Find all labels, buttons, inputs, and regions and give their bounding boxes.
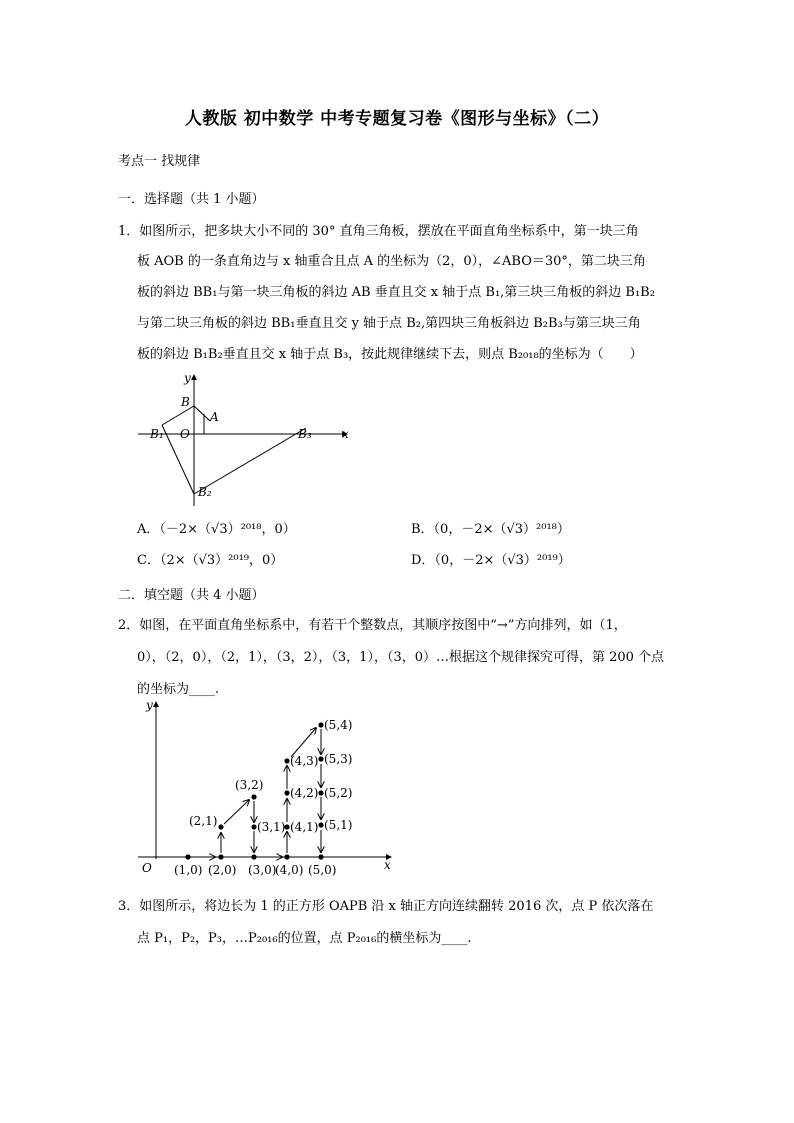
q2-label-p20: (2,0) <box>208 863 237 877</box>
part1-heading: 一．选择题（共 1 小题） <box>118 192 265 207</box>
q1-label-y: y <box>184 371 191 385</box>
q1-label-x: x <box>342 427 349 441</box>
q1-line-5: 板的斜边 B₁B₂垂直且交 x 轴于点 B₃，按此规律继续下去，则点 B₂₀₁₈的坐标为（ ） <box>137 347 643 362</box>
q2-label-p40: (4,0) <box>275 863 304 877</box>
q1-label-B2: B₂ <box>198 485 212 499</box>
q2-label-x: x <box>384 858 391 872</box>
q2-label-p31: (3,1) <box>257 820 286 834</box>
q1-option-a: A．（－2×（√3）²⁰¹⁸，0） <box>137 522 296 537</box>
q2-label-p43: (4,3) <box>290 754 319 768</box>
q1-label-A: A <box>210 410 219 424</box>
q1-option-c: C．（2×（√3）²⁰¹⁹，0） <box>137 553 284 568</box>
section-heading: 考点一 找规律 <box>118 154 201 169</box>
q1-label-B1: B₁ <box>150 427 164 441</box>
q2-label-p50: (5,0) <box>308 863 337 877</box>
part2-heading: 二．填空题（共 4 小题） <box>118 588 265 603</box>
q2-line-1: 2．如图，在平面直角坐标系中，有若干个整数点，其顺序按图中“→”方向排列，如（1， <box>118 618 627 633</box>
q2-line-3: 的坐标为____. <box>137 682 220 697</box>
q1-label-B3: B₃ <box>298 427 312 441</box>
q2-label-p32: (3,2) <box>235 778 264 792</box>
q2-label-p21: (2,1) <box>189 814 218 828</box>
q1-label-O: O <box>180 427 190 441</box>
q2-label-O: O <box>142 861 152 875</box>
q2-label-p52: (5,2) <box>324 786 353 800</box>
q2-label-p51: (5,1) <box>324 818 353 832</box>
q2-label-p10: (1,0) <box>174 863 203 877</box>
q1-option-d: D．（0，－2×（√3）²⁰¹⁹） <box>411 553 571 568</box>
q2-line-2: 0），（2，0），（2，1），（3，2），（3，1），（3，0）…根据这个规律探究可得，第 200 个点 <box>137 650 665 665</box>
q2-label-p42: (4,2) <box>290 786 319 800</box>
q1-label-B: B <box>181 395 190 409</box>
q1-option-b: B．（0，－2×（√3）²⁰¹⁸） <box>411 522 570 537</box>
q2-label-p53: (5,3) <box>324 752 353 766</box>
q1-line-1: 1．如图所示，把多块大小不同的 30° 直角三角板，摆放在平面直角坐标系中，第一块三角 <box>118 224 639 239</box>
q1-line-3: 板的斜边 BB₁与第一块三角板的斜边 AB 垂直且交 x 轴于点 B₁,第三块三角板的斜边 B₁B₂ <box>137 285 655 300</box>
q2-label-p41: (4,1) <box>290 820 319 834</box>
q2-label-p30: (3,0) <box>248 863 277 877</box>
q3-line-2: 点 P₁，P₂，P₃，…P₂₀₁₆的位置，点 P₂₀₁₆的横坐标为____. <box>137 931 472 946</box>
q3-line-1: 3．如图所示，将边长为 1 的正方形 OAPB 沿 x 轴正方向连续翻转 2016 次，点 P 依次落在 <box>118 899 654 914</box>
q2-label-y: y <box>146 698 153 712</box>
page-title: 人教版 初中数学 中考专题复习卷《图形与坐标》（二） <box>184 109 610 129</box>
q2-figure <box>130 697 400 879</box>
q1-line-2: 板 AOB 的一条直角边与 x 轴重合且点 A 的坐标为（2，0），∠ABO＝30°，第二块三角 <box>137 254 646 269</box>
q1-figure <box>130 366 370 512</box>
q1-line-4: 与第二块三角板的斜边 BB₁垂直且交 y 轴于点 B₂,第四块三角板斜边 B₂B₃与第三块三角 <box>137 316 641 331</box>
q2-label-p54: (5,4) <box>324 718 353 732</box>
